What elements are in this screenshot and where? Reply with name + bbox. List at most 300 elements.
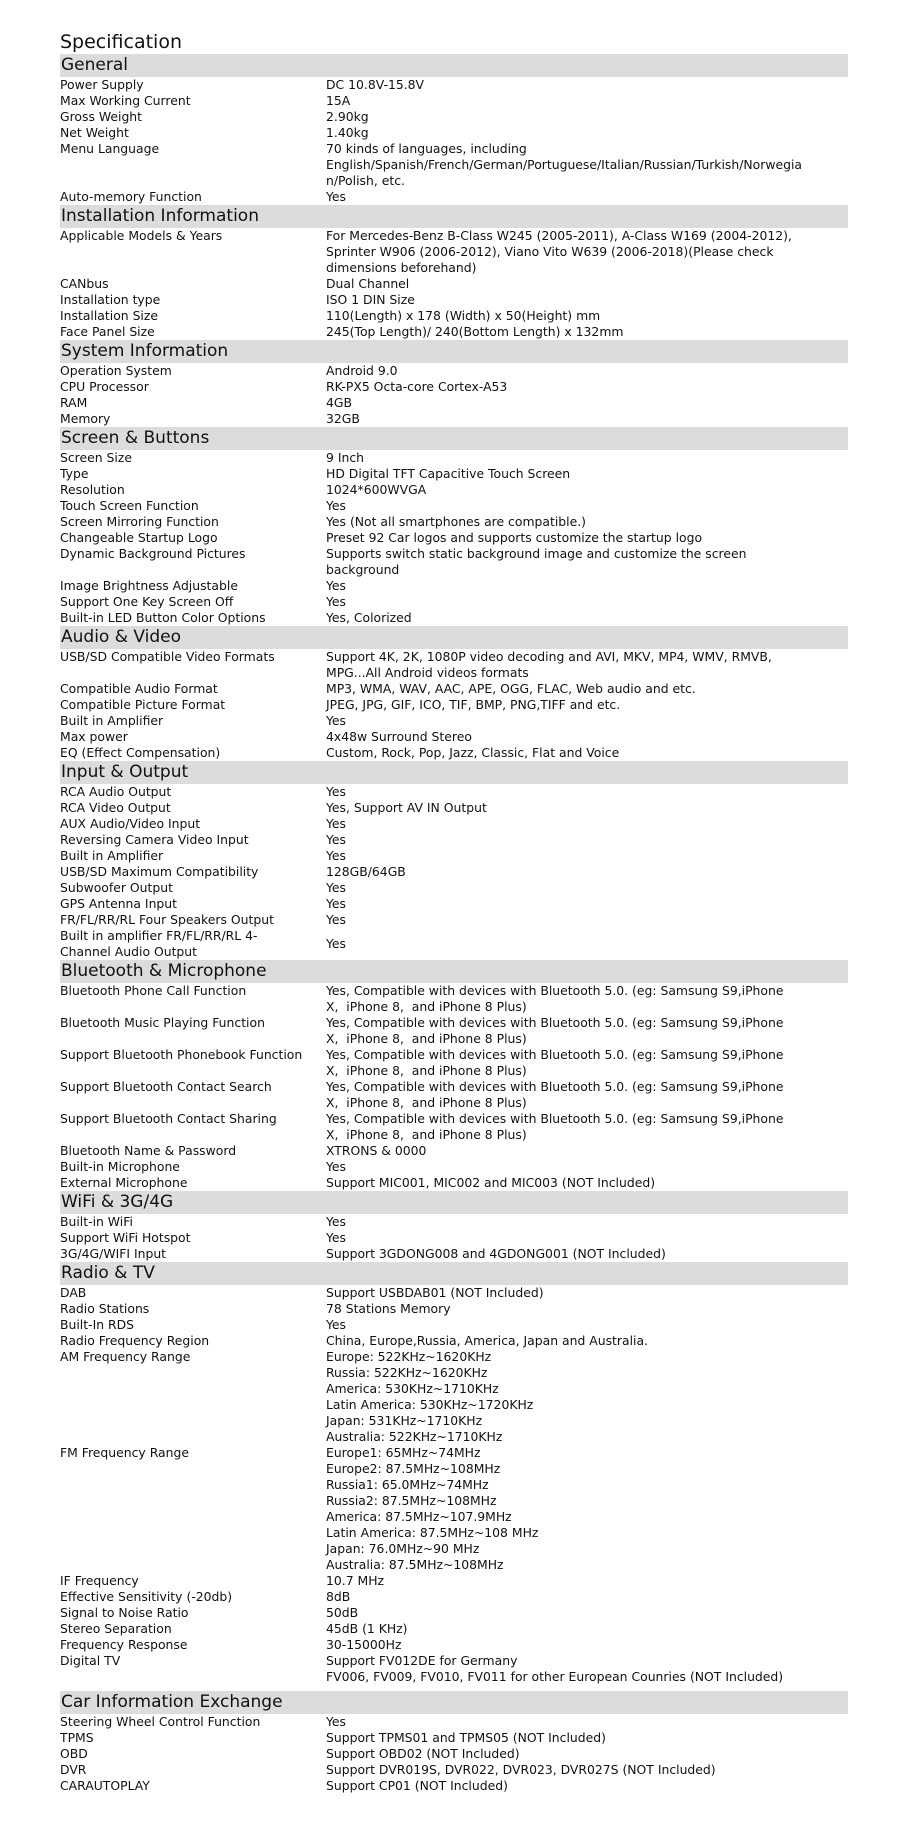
- spec-value: [326, 1730, 848, 1746]
- spec-label: OBD: [60, 1746, 88, 1761]
- spec-row: [60, 1175, 848, 1191]
- spec-row: [60, 1015, 848, 1047]
- spec-value: [326, 681, 848, 697]
- spec-label: Bluetooth Phone Call Function: [60, 983, 247, 998]
- spec-row: [60, 697, 848, 713]
- spec-value-line: Australia: 522KHz~1710KHz: [326, 1429, 503, 1444]
- spec-label: CPU Processor: [60, 379, 149, 394]
- spec-row: [60, 324, 848, 340]
- spec-row: [60, 1047, 848, 1079]
- spec-label: Built-in WiFi: [60, 1214, 133, 1229]
- spec-value-line: Yes: [326, 713, 347, 728]
- spec-value-line: 110(Length) x 178 (Width) x 50(Height) mm: [326, 308, 601, 323]
- spec-label: Net Weight: [60, 125, 129, 140]
- spec-value-line: Latin America: 87.5MHz~108 MHz: [326, 1525, 539, 1540]
- spec-value-line: For Mercedes-Benz B-Class W245 (2005-2011), A-Class W169 (2004-2012),: [326, 228, 792, 243]
- spec-value-line: 30-15000Hz: [326, 1637, 402, 1652]
- spec-row: [60, 1762, 848, 1778]
- spec-value-line: Support TPMS01 and TPMS05 (NOT Included): [326, 1730, 606, 1745]
- spec-label: Built in Amplifier: [60, 713, 164, 728]
- spec-value-line: Yes, Compatible with devices with Bluetooth 5.0. (eg: Samsung S9,iPhone: [326, 1047, 784, 1062]
- spec-label: TPMS: [60, 1730, 94, 1745]
- spec-value-line: n/Polish, etc.: [326, 173, 405, 188]
- spec-value-line: 245(Top Length)/ 240(Bottom Length) x 132mm: [326, 324, 624, 339]
- spec-value: [326, 324, 848, 340]
- spec-value: [326, 482, 848, 498]
- spec-value-line: Yes: [326, 784, 347, 799]
- spec-value: [326, 1079, 848, 1111]
- spec-row: [60, 395, 848, 411]
- spec-label: Screen Size: [60, 450, 132, 465]
- spec-value-line: Android 9.0: [326, 363, 398, 378]
- spec-value-line: Preset 92 Car logos and supports customize the startup logo: [326, 530, 703, 545]
- spec-value: [326, 1349, 848, 1445]
- spec-value-line: XTRONS & 0000: [326, 1143, 427, 1158]
- spec-label: Dynamic Background Pictures: [60, 546, 246, 561]
- spec-label: Reversing Camera Video Input: [60, 832, 249, 847]
- spec-value: [326, 1301, 848, 1317]
- spec-row: [60, 1605, 848, 1621]
- spec-row: [60, 610, 848, 626]
- spec-value: [326, 1246, 848, 1262]
- spec-section: [60, 960, 848, 1191]
- spec-row: [60, 228, 848, 276]
- spec-label: Support Bluetooth Contact Sharing: [60, 1111, 277, 1126]
- spec-value-line: RK-PX5 Octa-core Cortex-A53: [326, 379, 508, 394]
- spec-value-line: HD Digital TFT Capacitive Touch Screen: [326, 466, 571, 481]
- spec-row: [60, 649, 848, 681]
- spec-value-line: FV006, FV009, FV010, FV011 for other European Counries (NOT Included): [326, 1669, 784, 1684]
- spec-value: [326, 189, 848, 205]
- spec-value-line: Yes: [326, 498, 347, 513]
- spec-label: RAM: [60, 395, 88, 410]
- spec-label: Touch Screen Function: [60, 498, 199, 513]
- spec-label: AM Frequency Range: [60, 1349, 191, 1364]
- spec-value-line: X, iPhone 8, and iPhone 8 Plus): [326, 1127, 527, 1142]
- spec-value-line: 45dB (1 KHz): [326, 1621, 408, 1636]
- spec-value: [326, 77, 848, 93]
- spec-value-line: Yes, Compatible with devices with Bluetooth 5.0. (eg: Samsung S9,iPhone: [326, 1015, 784, 1030]
- spec-label: Built in Amplifier: [60, 848, 164, 863]
- spec-value-line: X, iPhone 8, and iPhone 8 Plus): [326, 1095, 527, 1110]
- spec-value-line: Support 4K, 2K, 1080P video decoding and AVI, MKV, MP4, WMV, RMVB,: [326, 649, 772, 664]
- spec-row: [60, 1301, 848, 1317]
- spec-value: [326, 800, 848, 816]
- spec-value-line: Supports switch static background image and customize the screen: [326, 546, 747, 561]
- spec-value-line: 70 kinds of languages, including: [326, 141, 527, 156]
- spec-row: [60, 1246, 848, 1262]
- spec-label: RCA Audio Output: [60, 784, 172, 799]
- spec-value-line: America: 530KHz~1710KHz: [326, 1381, 499, 1396]
- spec-value-line: Russia: 522KHz~1620KHz: [326, 1365, 488, 1380]
- spec-label: FR/FL/RR/RL Four Speakers Output: [60, 912, 274, 927]
- spec-value-line: 2.90kg: [326, 109, 369, 124]
- spec-value: [326, 864, 848, 880]
- spec-value-line: 128GB/64GB: [326, 864, 406, 879]
- spec-value-line: DC 10.8V-15.8V: [326, 77, 425, 92]
- spec-value-line: Support CP01 (NOT Included): [326, 1778, 508, 1793]
- spec-section: [60, 1691, 848, 1794]
- spec-row: [60, 896, 848, 912]
- spec-value: [326, 610, 848, 626]
- spec-value-line: JPEG, JPG, GIF, ICO, TIF, BMP, PNG,TIFF and etc.: [326, 697, 621, 712]
- spec-row: [60, 276, 848, 292]
- spec-value: [326, 697, 848, 713]
- spec-row: [60, 578, 848, 594]
- section-heading: Input & Output: [60, 761, 848, 784]
- spec-value: [326, 1637, 848, 1653]
- spec-row: [60, 681, 848, 697]
- spec-row: [60, 482, 848, 498]
- spec-row: [60, 141, 848, 189]
- spec-value: [326, 745, 848, 761]
- spec-value-line: Yes: [326, 880, 347, 895]
- spec-row: [60, 594, 848, 610]
- spec-label: DVR: [60, 1762, 87, 1777]
- spec-section: [60, 1262, 848, 1685]
- spec-row: [60, 308, 848, 324]
- spec-label: Max power: [60, 729, 128, 744]
- spec-value: [326, 713, 848, 729]
- spec-value: [326, 1317, 848, 1333]
- spec-row: [60, 729, 848, 745]
- spec-value: [326, 1653, 848, 1685]
- spec-label: Effective Sensitivity (-20db): [60, 1589, 233, 1604]
- spec-value: [326, 308, 848, 324]
- spec-value: [326, 109, 848, 125]
- spec-row: [60, 498, 848, 514]
- spec-label: Built in amplifier FR/FL/RR/RL 4-Channel Audio Output: [60, 928, 258, 959]
- spec-label: Max Working Current: [60, 93, 191, 108]
- spec-value-line: Yes: [326, 189, 347, 204]
- spec-value-line: 78 Stations Memory: [326, 1301, 451, 1316]
- spec-label: Operation System: [60, 363, 172, 378]
- spec-label: Bluetooth Name & Password: [60, 1143, 237, 1158]
- spec-row: [60, 189, 848, 205]
- spec-value: [326, 1214, 848, 1230]
- section-heading: Screen & Buttons: [60, 427, 848, 450]
- spec-section: [60, 1191, 848, 1262]
- spec-row: [60, 816, 848, 832]
- spec-value: [326, 578, 848, 594]
- spec-value: [326, 848, 848, 864]
- spec-value: [326, 816, 848, 832]
- spec-value: [326, 292, 848, 308]
- spec-value-line: MP3, WMA, WAV, AAC, APE, OGG, FLAC, Web audio and etc.: [326, 681, 696, 696]
- spec-value: [326, 1573, 848, 1589]
- spec-label: GPS Antenna Input: [60, 896, 178, 911]
- spec-value-line: 4x48w Surround Stereo: [326, 729, 472, 744]
- spec-value-line: Sprinter W906 (2006-2012), Viano Vito W639 (2006-2018)(Please check: [326, 244, 774, 259]
- spec-value: [326, 1746, 848, 1762]
- spec-value-line: Yes: [326, 1214, 347, 1229]
- spec-row: [60, 1730, 848, 1746]
- spec-section: [60, 205, 848, 340]
- spec-value-line: 50dB: [326, 1605, 359, 1620]
- spec-value-line: Yes, Compatible with devices with Bluetooth 5.0. (eg: Samsung S9,iPhone: [326, 983, 784, 998]
- spec-value-line: 9 Inch: [326, 450, 364, 465]
- spec-label: Support Bluetooth Contact Search: [60, 1079, 272, 1094]
- spec-label: Screen Mirroring Function: [60, 514, 219, 529]
- spec-section: [60, 340, 848, 427]
- spec-value: [326, 395, 848, 411]
- spec-value-line: Yes: [326, 578, 347, 593]
- spec-label: Radio Stations: [60, 1301, 150, 1316]
- spec-label: Digital TV: [60, 1653, 121, 1668]
- spec-value-line: China, Europe,Russia, America, Japan and Australia.: [326, 1333, 648, 1348]
- spec-row: [60, 1079, 848, 1111]
- spec-label: Support WiFi Hotspot: [60, 1230, 191, 1245]
- spec-row: [60, 745, 848, 761]
- spec-label: RCA Video Output: [60, 800, 171, 815]
- spec-row: [60, 109, 848, 125]
- spec-label: Changeable Startup Logo: [60, 530, 218, 545]
- spec-value: [326, 379, 848, 395]
- spec-value-line: Latin America: 530KHz~1720KHz: [326, 1397, 534, 1412]
- spec-value-line: Yes: [326, 912, 347, 927]
- page-title: Specification: [60, 31, 182, 53]
- spec-value: [326, 1605, 848, 1621]
- spec-label: Steering Wheel Control Function: [60, 1714, 261, 1729]
- spec-value-line: Europe: 522KHz~1620KHz: [326, 1349, 492, 1364]
- spec-label: Menu Language: [60, 141, 160, 156]
- spec-row: [60, 1653, 848, 1685]
- spec-value-line: 4GB: [326, 395, 352, 410]
- section-heading: Audio & Video: [60, 626, 848, 649]
- spec-row: [60, 411, 848, 427]
- spec-value-line: Yes (Not all smartphones are compatible.): [326, 514, 586, 529]
- spec-value-line: Japan: 531KHz~1710KHz: [326, 1413, 483, 1428]
- spec-value-line: Yes: [326, 594, 347, 609]
- spec-section: [60, 54, 848, 205]
- spec-value-line: 1024*600WVGA: [326, 482, 427, 497]
- spec-row: [60, 466, 848, 482]
- spec-row: [60, 1714, 848, 1730]
- spec-value-line: Russia2: 87.5MHz~108MHz: [326, 1493, 497, 1508]
- spec-value-line: Yes: [326, 848, 347, 863]
- spec-label: FM Frequency Range: [60, 1445, 189, 1460]
- spec-value: [326, 1285, 848, 1301]
- spec-row: [60, 928, 848, 960]
- spec-section: [60, 427, 848, 626]
- spec-section: [60, 626, 848, 761]
- spec-label: Built-In RDS: [60, 1317, 135, 1332]
- spec-value-line: Support 3GDONG008 and 4GDONG001 (NOT Included): [326, 1246, 666, 1261]
- spec-label: 3G/4G/WIFI Input: [60, 1246, 167, 1261]
- spec-value-line: 1.40kg: [326, 125, 369, 140]
- spec-value: [326, 276, 848, 292]
- spec-value-line: dimensions beforehand): [326, 260, 477, 275]
- spec-value-line: America: 87.5MHz~107.9MHz: [326, 1509, 512, 1524]
- spec-value-line: Yes, Compatible with devices with Bluetooth 5.0. (eg: Samsung S9,iPhone: [326, 1111, 784, 1126]
- spec-row: [60, 848, 848, 864]
- spec-value: [326, 1111, 848, 1143]
- spec-row: [60, 363, 848, 379]
- spec-label: Face Panel Size: [60, 324, 155, 339]
- spec-row: [60, 1143, 848, 1159]
- spec-value: [326, 530, 848, 546]
- spec-label: Installation type: [60, 292, 161, 307]
- spec-value: [326, 1159, 848, 1175]
- spec-label: Frequency Response: [60, 1637, 188, 1652]
- spec-value-line: Yes: [326, 816, 347, 831]
- spec-label: Applicable Models & Years: [60, 228, 223, 243]
- spec-value-line: background: [326, 562, 400, 577]
- spec-row: [60, 1778, 848, 1794]
- spec-value: [326, 1230, 848, 1246]
- spec-row: [60, 514, 848, 530]
- spec-value-line: Support OBD02 (NOT Included): [326, 1746, 520, 1761]
- spec-value-line: Russia1: 65.0MHz~74MHz: [326, 1477, 489, 1492]
- spec-value: [326, 912, 848, 928]
- spec-label: Stereo Separation: [60, 1621, 172, 1636]
- spec-row: [60, 1111, 848, 1143]
- spec-value-line: Dual Channel: [326, 276, 410, 291]
- spec-value-line: Yes, Colorized: [326, 610, 412, 625]
- spec-value-line: 15A: [326, 93, 351, 108]
- spec-value: [326, 93, 848, 109]
- spec-value-line: Support MIC001, MIC002 and MIC003 (NOT Included): [326, 1175, 656, 1190]
- spec-row: [60, 1159, 848, 1175]
- spec-row: [60, 530, 848, 546]
- spec-value-line: Yes: [326, 1159, 347, 1174]
- spec-value-line: Yes: [326, 896, 347, 911]
- spec-value: [326, 141, 848, 189]
- spec-row: [60, 800, 848, 816]
- spec-value-line: Europe1: 65MHz~74MHz: [326, 1445, 481, 1460]
- section-heading: Car Information Exchange: [60, 1691, 848, 1714]
- spec-sections: [60, 54, 848, 1794]
- spec-value: [326, 1015, 848, 1047]
- spec-value: [326, 896, 848, 912]
- spec-value: [326, 514, 848, 530]
- spec-sheet: [60, 30, 848, 1794]
- spec-row: [60, 832, 848, 848]
- spec-row: [60, 1317, 848, 1333]
- spec-value: [326, 1175, 848, 1191]
- spec-label: Power Supply: [60, 77, 144, 92]
- spec-value: [326, 880, 848, 896]
- spec-value-line: Europe2: 87.5MHz~108MHz: [326, 1461, 501, 1476]
- spec-row: [60, 546, 848, 578]
- spec-value-line: Yes: [326, 832, 347, 847]
- spec-label: Compatible Picture Format: [60, 697, 226, 712]
- spec-label: Built-in Microphone: [60, 1159, 180, 1174]
- spec-value-line: Yes: [326, 936, 347, 951]
- spec-value: [326, 450, 848, 466]
- spec-value-line: 10.7 MHz: [326, 1573, 385, 1588]
- spec-row: [60, 77, 848, 93]
- spec-section: [60, 761, 848, 960]
- spec-value: [326, 784, 848, 800]
- spec-value-line: Yes: [326, 1317, 347, 1332]
- spec-value: [326, 1047, 848, 1079]
- spec-row: [60, 1333, 848, 1349]
- spec-row: [60, 1573, 848, 1589]
- spec-value: [326, 1621, 848, 1637]
- spec-label: External Microphone: [60, 1175, 188, 1190]
- spec-row: [60, 1285, 848, 1301]
- spec-value: [326, 832, 848, 848]
- spec-label: USB/SD Compatible Video Formats: [60, 649, 275, 664]
- spec-value: [326, 363, 848, 379]
- spec-value: [326, 1143, 848, 1159]
- spec-row: [60, 784, 848, 800]
- spec-value-line: X, iPhone 8, and iPhone 8 Plus): [326, 1063, 527, 1078]
- spec-label: Resolution: [60, 482, 125, 497]
- spec-value-line: Yes, Support AV IN Output: [326, 800, 487, 815]
- spec-value-line: X, iPhone 8, and iPhone 8 Plus): [326, 999, 527, 1014]
- spec-row: [60, 292, 848, 308]
- spec-label: IF Frequency: [60, 1573, 139, 1588]
- spec-value-line: English/Spanish/French/German/Portuguese/Italian/Russian/Turkish/Norwegia: [326, 157, 803, 172]
- spec-value: [326, 228, 848, 276]
- spec-value-line: 32GB: [326, 411, 360, 426]
- spec-value-line: Japan: 76.0MHz~90 MHz: [326, 1541, 480, 1556]
- spec-label: Support One Key Screen Off: [60, 594, 234, 609]
- spec-row: [60, 1746, 848, 1762]
- spec-value: [326, 1333, 848, 1349]
- spec-value: [326, 1714, 848, 1730]
- spec-row: [60, 912, 848, 928]
- spec-value: [326, 1778, 848, 1794]
- spec-value-line: Custom, Rock, Pop, Jazz, Classic, Flat and Voice: [326, 745, 620, 760]
- spec-row: [60, 450, 848, 466]
- spec-value: [326, 594, 848, 610]
- spec-label: Support Bluetooth Phonebook Function: [60, 1047, 303, 1062]
- section-heading: System Information: [60, 340, 848, 363]
- spec-value: [326, 125, 848, 141]
- section-heading: Bluetooth & Microphone: [60, 960, 848, 983]
- spec-row: [60, 379, 848, 395]
- spec-row: [60, 864, 848, 880]
- spec-row: [60, 1349, 848, 1445]
- spec-row: [60, 125, 848, 141]
- section-heading: WiFi & 3G/4G: [60, 1191, 848, 1214]
- spec-value-line: 8dB: [326, 1589, 351, 1604]
- spec-row: [60, 1621, 848, 1637]
- spec-label: CANbus: [60, 276, 109, 291]
- spec-value: [326, 649, 848, 681]
- spec-row: [60, 1589, 848, 1605]
- spec-value-line: MPG...All Android videos formats: [326, 665, 529, 680]
- spec-value-line: Yes, Compatible with devices with Bluetooth 5.0. (eg: Samsung S9,iPhone: [326, 1079, 784, 1094]
- spec-value: [326, 983, 848, 1015]
- spec-value-line: Support FV012DE for Germany: [326, 1653, 518, 1668]
- section-heading: General: [60, 54, 848, 77]
- spec-row: [60, 1637, 848, 1653]
- spec-label: DAB: [60, 1285, 87, 1300]
- spec-row: [60, 93, 848, 109]
- spec-label: Gross Weight: [60, 109, 143, 124]
- spec-label: Auto-memory Function: [60, 189, 202, 204]
- spec-label: Signal to Noise Ratio: [60, 1605, 189, 1620]
- spec-label: Bluetooth Music Playing Function: [60, 1015, 265, 1030]
- spec-value: [326, 936, 848, 952]
- spec-label: USB/SD Maximum Compatibility: [60, 864, 259, 879]
- spec-value: [326, 466, 848, 482]
- spec-value-line: ISO 1 DIN Size: [326, 292, 415, 307]
- spec-label: Type: [60, 466, 89, 481]
- spec-value: [326, 1589, 848, 1605]
- spec-value: [326, 411, 848, 427]
- spec-value: [326, 729, 848, 745]
- spec-value-line: Australia: 87.5MHz~108MHz: [326, 1557, 504, 1572]
- spec-row: [60, 880, 848, 896]
- spec-label: EQ (Effect Compensation): [60, 745, 221, 760]
- spec-row: [60, 1230, 848, 1246]
- spec-label: Image Brightness Adjustable: [60, 578, 238, 593]
